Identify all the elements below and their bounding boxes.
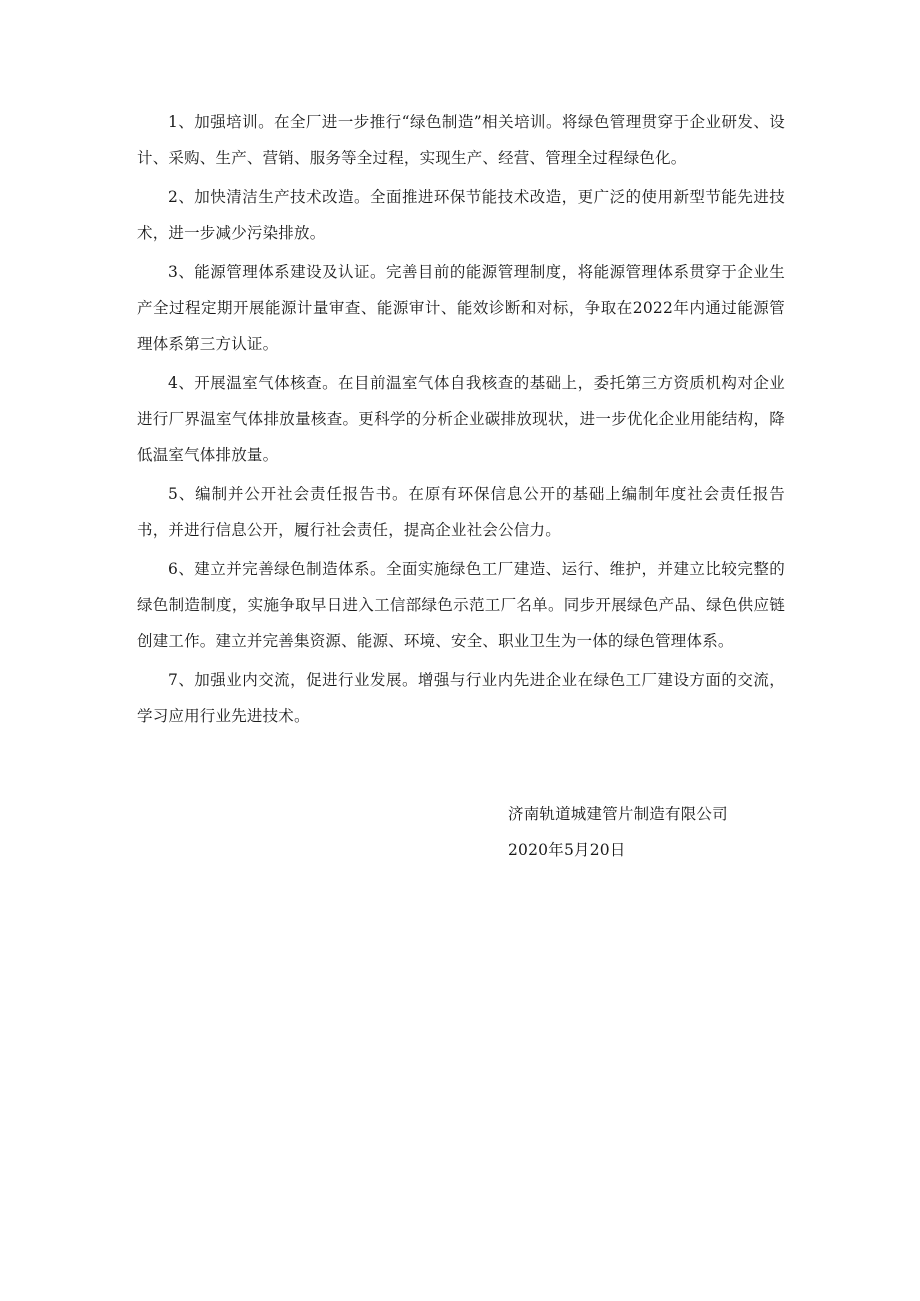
- paragraph-3: 3、能源管理体系建设及认证。完善目前的能源管理制度，将能源管理体系贯穿于企业生产全过程定期开展能源计量审查、能源审计、能效诊断和对标，争取在2022年内通过能源管理体系第三方认证。: [137, 263, 785, 353]
- paragraph-4: 4、开展温室气体核查。在目前温室气体自我核查的基础上，委托第三方资质机构对企业进行厂界温室气体排放量核查。更科学的分析企业碳排放现状，进一步优化企业用能结构，降低温室气体排放量。: [137, 374, 785, 464]
- paragraph-2: 2、加快清洁生产技术改造。全面推进环保节能技术改造，更广泛的使用新型节能先进技术，进一步减少污染排放。: [137, 188, 785, 242]
- paragraph-5: 5、编制并公开社会责任报告书。在原有环保信息公开的基础上编制年度社会责任报告书，并进行信息公开，履行社会责任，提高企业社会公信力。: [137, 485, 785, 539]
- paragraph-7: 7、加强业内交流，促进行业发展。增强与行业内先进企业在绿色工厂建设方面的交流，学习应用行业先进技术。: [137, 671, 785, 725]
- signature-block: [508, 796, 808, 868]
- company-name: 济南轨道城建管片制造有限公司: [508, 805, 728, 823]
- paragraph-1: 1、加强培训。在全厂进一步推行“绿色制造”相关培训。将绿色管理贯穿于企业研发、设计、采购、生产、营销、服务等全过程，实现生产、经营、管理全过程绿色化。: [137, 113, 785, 167]
- document-body: [137, 104, 785, 737]
- signature-date: 2020年5月20日: [508, 841, 626, 859]
- paragraph-6: 6、建立并完善绿色制造体系。全面实施绿色工厂建造、运行、维护，并建立比较完整的绿色制造制度，实施争取早日进入工信部绿色示范工厂名单。同步开展绿色产品、绿色供应链创建工作。建立并完善集资源、能源、环境、安全、职业卫生为一体的绿色管理体系。: [137, 560, 785, 650]
